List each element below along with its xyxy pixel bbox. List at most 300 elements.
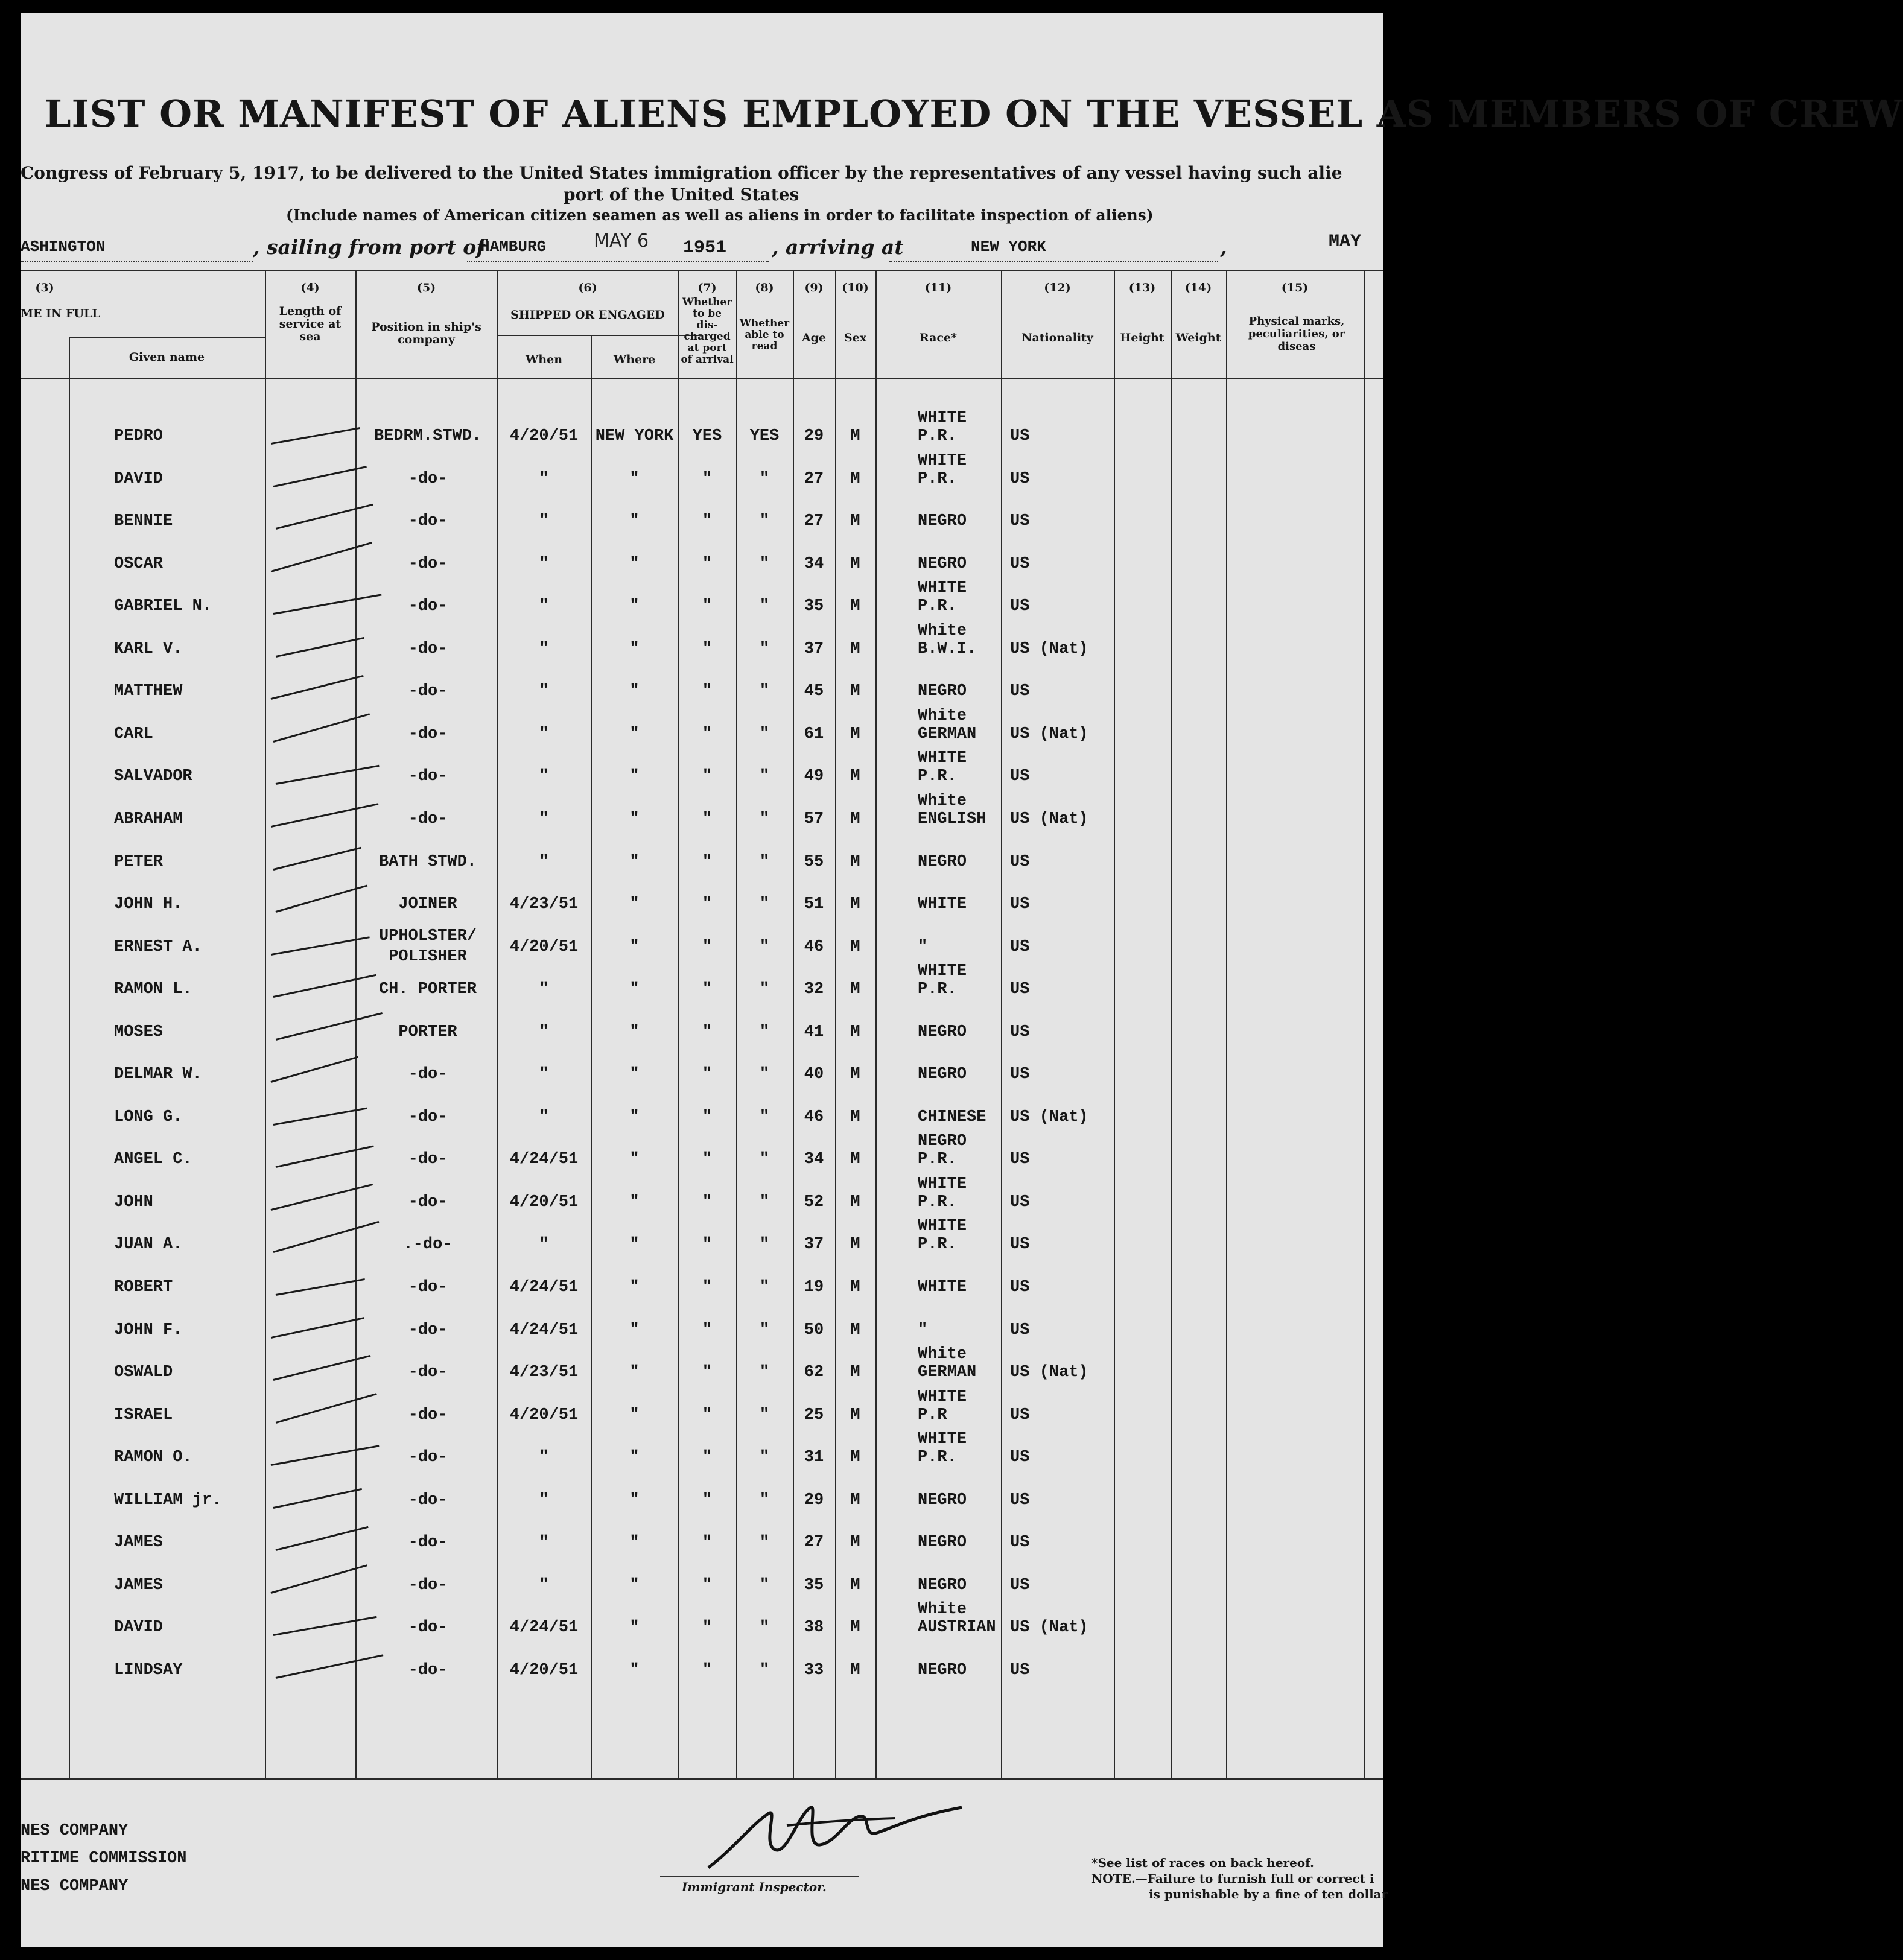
cell-name: OSCAR xyxy=(114,555,164,573)
header-able-read: Whether able to read xyxy=(739,317,790,352)
cell-age: 46 xyxy=(804,938,824,956)
cell-age: 27 xyxy=(804,512,824,530)
cell-sex: M xyxy=(850,1023,860,1041)
cell-sex: M xyxy=(850,555,860,573)
cell-nat: US xyxy=(1010,1491,1030,1509)
cell-where: " xyxy=(629,1406,640,1424)
cell-where: " xyxy=(629,682,640,700)
cell-when: " xyxy=(539,853,549,871)
checkmark-stroke xyxy=(273,1108,367,1126)
cell-where: " xyxy=(629,597,640,615)
cell-race-line1: WHITE xyxy=(918,1175,967,1193)
cell-sex: M xyxy=(850,597,860,615)
cell-age: 27 xyxy=(804,470,824,488)
departure-port: HAMBURG xyxy=(480,238,547,256)
cell-position: -do- xyxy=(408,682,448,700)
cell-race-line1: NEGRO xyxy=(918,1132,967,1150)
checkmark-stroke xyxy=(276,1278,365,1296)
manifest-sheet: LIST OR MANIFEST OF ALIENS EMPLOYED ON THE VESSEL AS MEMBERS OF CREW Congress of February 5, 1917, to be delivered to the United States immigration officer by the representatives of any vessel having such alie port of the United States (Include names of American citizen seamen as well as aliens in order to facilitate inspection of aliens) ASHINGTON , sailing from port of HAMBURG MAY 6 1951 , arriving at NEW YORK , MAY (3) (4) (5) (6) (7) (8) (9) (10) (11) (12) (13) (14) (15) ME IN FULL Given name Length of service at sea Position in ship's company SHIPPED OR ENGAGED When Where Whether to be dis-charged at port of arrival Whether able to read Age Sex Race* Nationality Height Weight Physical marks, peculiarities, or diseas PEDRO BEDRM.STWD. 4/20/51 NEW YORK YES YES 29 M US WHITE P.R. DAVID -do- " " " " 27 M US WHITE P.R. BENNIE -do- " " " " 27 M US NEGRO OSCAR -do- " " " " 34 M US NEGRO GABRIEL N. -do- " " " " 35 M US WHITE P.R. KARL V. -do- " " " " 37 M US (Nat) White B.W.I. MATTHEW -do- " " " " 45 M US NEGRO CARL -do- " " " " 61 M US (Nat) White GERMAN SALVADOR -do- " " " " 49 M US WHITE P.R. ABRAHAM -do- " " " " 57 M US (Nat) White ENGLISH PETER BATH STWD. " " " " 55 M US NEGRO JOHN H. JOINER 4/23/51 " " " 51 M US WHITE ERNEST A. UPHOLSTER/ 4/20/51 " " " 46 M US POLISHER " RAMON L. CH. PORTER " " " " 32 M US WHITE P.R. MOSES PORTER " " " " 41 M US NEGRO DELMAR W. -do- " " " " 40 M US NEGRO LONG G. -do- " " " " 46 M US (Nat) CHINESE ANGEL C. -do- 4/24/51 " " " 34 M US NEGRO P.R. JOHN -do- 4/20/51 " " " 52 M US WHITE P.R. JUAN A. .-do- " " " " 37 M US WHITE P.R. ROBERT -do- 4/24/51 " " " 19 M US WHITE JOHN F. -do- 4/24/51 " " " 50 M US " OSWALD -do- 4/23/51 " " " 62 M US (Nat) White GERMAN ISRAEL -do- 4/20/51 " " " 25 M US WHITE P.R RAMON O. -do- " " " " 31 M US WHITE P.R. WILLIAM jr. -do- " " " " 29 M US NEGRO JAMES -do- " " " " 27 M US NEGRO JAMES -do- " " " " 35 M US NEGRO DAVID -do- 4/24/51 " " " 38 M US (Nat) White AUSTRIAN LINDSAY -do- 4/20/51 " " " 33 M US NEGRO Immigrant Inspector. NES COMPANY RITIME COMMISSION NES COMPANY *See list of races on back hereof. NOTE.—Failure to furnish full or correct i is punishable by a fine of ten dollar xyxy=(21,13,1383,1947)
cell-read: YES xyxy=(749,427,780,445)
footnote-races: *See list of races on back hereof. xyxy=(1091,1856,1315,1870)
cell-disch: " xyxy=(702,1321,713,1339)
cell-where: " xyxy=(629,725,640,743)
cell-race-line2: ENGLISH xyxy=(918,810,986,828)
cell-when: " xyxy=(539,1576,549,1594)
cell-disch: " xyxy=(702,1108,713,1126)
cell-sex: M xyxy=(850,1406,860,1424)
cell-when: " xyxy=(539,1533,549,1552)
cell-nat: US xyxy=(1010,767,1030,785)
cell-sex: M xyxy=(850,470,860,488)
cell-where: " xyxy=(629,1150,640,1169)
inspector-label: Immigrant Inspector. xyxy=(682,1880,827,1894)
year: 1951 xyxy=(683,238,727,258)
cell-where: " xyxy=(629,1278,640,1296)
header-given-name: Given name xyxy=(129,350,205,364)
cell-when: " xyxy=(539,980,549,998)
cell-read: " xyxy=(759,682,770,700)
cell-nat: US xyxy=(1010,1235,1030,1254)
cell-read: " xyxy=(759,810,770,828)
manifest-title: LIST OR MANIFEST OF ALIENS EMPLOYED ON THE VESSEL AS MEMBERS OF CREW xyxy=(45,92,1903,136)
cell-name: BENNIE xyxy=(114,512,173,530)
cell-name: JOHN F. xyxy=(114,1321,183,1339)
cell-sex: M xyxy=(850,1321,860,1339)
cell-read: " xyxy=(759,1491,770,1509)
cell-race-line2: P.R. xyxy=(918,427,957,445)
cell-name: WILLIAM jr. xyxy=(114,1491,222,1509)
inspector-signature xyxy=(696,1789,974,1880)
cell-nat: US xyxy=(1010,682,1030,700)
checkmark-stroke xyxy=(273,1488,362,1509)
cell-when: " xyxy=(539,810,549,828)
cell-race-line2: WHITE xyxy=(918,895,967,913)
cell-race-line1: WHITE xyxy=(918,409,967,427)
cell-position: -do- xyxy=(408,1448,448,1467)
cell-race-line2: P.R xyxy=(918,1406,947,1424)
cell-name: LINDSAY xyxy=(114,1661,183,1679)
cell-position: -do- xyxy=(408,1065,448,1083)
cell-where: " xyxy=(629,1321,640,1339)
cell-sex: M xyxy=(850,1448,860,1467)
cell-race-line2: P.R. xyxy=(918,597,957,615)
cell-read: " xyxy=(759,1235,770,1254)
cell-nat: US xyxy=(1010,1023,1030,1041)
cell-nat: US (Nat) xyxy=(1010,1363,1088,1381)
cell-position: -do- xyxy=(408,725,448,743)
cell-age: 34 xyxy=(804,555,824,573)
cell-sex: M xyxy=(850,1108,860,1126)
cell-race-line1: WHITE xyxy=(918,452,967,470)
cell-when: " xyxy=(539,1065,549,1083)
cell-disch: " xyxy=(702,767,713,785)
cell-position: BATH STWD. xyxy=(378,853,477,871)
cell-read: " xyxy=(759,555,770,573)
cell-where: " xyxy=(629,1023,640,1041)
col-num-5: (5) xyxy=(416,281,436,294)
cell-disch: " xyxy=(702,1278,713,1296)
cell-race-line2: WHITE xyxy=(918,1278,967,1296)
cell-name: ABRAHAM xyxy=(114,810,183,828)
cell-where: " xyxy=(629,1619,640,1637)
cell-sex: M xyxy=(850,1533,860,1552)
shipped-subrule xyxy=(497,335,702,336)
cell-sex: M xyxy=(850,1150,860,1169)
cell-race-line2: P.R. xyxy=(918,1235,957,1254)
cell-disch: " xyxy=(702,1533,713,1552)
checkmark-stroke xyxy=(271,1184,373,1211)
cell-race-line1: WHITE xyxy=(918,1430,967,1448)
sailing-label: , sailing from port of xyxy=(253,235,485,259)
header-discharged: Whether to be dis-charged at port of arrival xyxy=(681,296,734,366)
cell-name: DAVID xyxy=(114,470,164,488)
cell-where: " xyxy=(629,1363,640,1381)
cell-race-line2: P.R. xyxy=(918,1448,957,1467)
header-physical-marks: Physical marks, peculiarities, or diseas xyxy=(1248,315,1345,353)
cell-age: 25 xyxy=(804,1406,824,1424)
cell-position: -do- xyxy=(408,1321,448,1339)
footnote-fine: is punishable by a fine of ten dollar xyxy=(1149,1887,1388,1901)
cell-name: RAMON O. xyxy=(114,1448,192,1467)
cell-name: JAMES xyxy=(114,1576,164,1594)
cell-sex: M xyxy=(850,1363,860,1381)
header-weight: Weight xyxy=(1175,331,1221,344)
cell-read: " xyxy=(759,1321,770,1339)
cell-read: " xyxy=(759,1406,770,1424)
table-bottom-rule xyxy=(21,1778,1383,1780)
name-subrule xyxy=(69,337,265,338)
cell-disch: " xyxy=(702,1150,713,1169)
cell-name: SALVADOR xyxy=(114,767,192,785)
cell-when: " xyxy=(539,1108,549,1126)
cell-disch: " xyxy=(702,1448,713,1467)
cell-race-line2: B.W.I. xyxy=(918,640,977,658)
cell-nat: US xyxy=(1010,427,1030,445)
cell-when: " xyxy=(539,597,549,615)
cell-nat: US (Nat) xyxy=(1010,725,1088,743)
cell-position: -do- xyxy=(408,640,448,658)
cell-name: ROBERT xyxy=(114,1278,173,1296)
cell-nat: US (Nat) xyxy=(1010,1108,1088,1126)
cell-where: " xyxy=(629,1448,640,1467)
cell-disch: " xyxy=(702,1065,713,1083)
cell-race-line2: P.R. xyxy=(918,767,957,785)
cell-read: " xyxy=(759,1278,770,1296)
cell-race-line2: GERMAN xyxy=(918,725,977,743)
cell-age: 62 xyxy=(804,1363,824,1381)
cell-where: " xyxy=(629,640,640,658)
cell-read: " xyxy=(759,938,770,956)
checkmark-stroke xyxy=(271,1317,364,1339)
cell-where: " xyxy=(629,1108,640,1126)
cell-sex: M xyxy=(850,1576,860,1594)
cell-age: 50 xyxy=(804,1321,824,1339)
checkmark-stroke xyxy=(273,847,361,871)
cell-race-line2: P.R. xyxy=(918,1150,957,1169)
cell-disch: " xyxy=(702,1023,713,1041)
cell-when: 4/24/51 xyxy=(509,1321,579,1339)
cell-sex: M xyxy=(850,725,860,743)
port-rule xyxy=(467,261,769,262)
cell-where: " xyxy=(629,938,640,956)
cell-where: " xyxy=(629,1235,640,1254)
cell-when: 4/23/51 xyxy=(509,895,579,913)
cell-race-line1: WHITE xyxy=(918,579,967,597)
cell-disch: " xyxy=(702,470,713,488)
cell-race-line2: AUSTRIAN xyxy=(918,1619,996,1637)
cell-when: " xyxy=(539,470,549,488)
cell-age: 31 xyxy=(804,1448,824,1467)
cell-age: 34 xyxy=(804,1150,824,1169)
cell-age: 49 xyxy=(804,767,824,785)
checkmark-stroke xyxy=(271,675,364,700)
col-num-4: (4) xyxy=(300,281,320,294)
cell-position: UPHOLSTER/ xyxy=(378,927,477,945)
checkmark-stroke xyxy=(273,466,367,487)
cell-disch: " xyxy=(702,682,713,700)
cell-race-line2: NEGRO xyxy=(918,512,967,530)
cell-read: " xyxy=(759,725,770,743)
date-stamp: MAY 6 xyxy=(594,230,649,252)
cell-age: 61 xyxy=(804,725,824,743)
header-position: Position in ship's company xyxy=(371,320,481,346)
cell-disch: " xyxy=(702,938,713,956)
cell-age: 55 xyxy=(804,853,824,871)
cell-race-line2: P.R. xyxy=(918,1193,957,1211)
cell-position: -do- xyxy=(408,1491,448,1509)
cell-position: -do- xyxy=(408,810,448,828)
cell-read: " xyxy=(759,767,770,785)
cell-position: -do- xyxy=(408,1278,448,1296)
cell-race-line2: NEGRO xyxy=(918,1023,967,1041)
col-num-15: (15) xyxy=(1281,281,1309,294)
footer-line2: RITIME COMMISSION xyxy=(21,1850,187,1868)
cell-when: " xyxy=(539,512,549,530)
cell-disch: " xyxy=(702,555,713,573)
cell-race-line1: WHITE xyxy=(918,1388,967,1406)
cell-position: -do- xyxy=(408,767,448,785)
header-bottom-rule xyxy=(21,378,1383,379)
cell-race-line1: White xyxy=(918,622,967,640)
col-num-9: (9) xyxy=(804,281,824,294)
cell-disch: " xyxy=(702,980,713,998)
checkmark-stroke xyxy=(276,885,368,913)
cell-sex: M xyxy=(850,640,860,658)
cell-disch: " xyxy=(702,1619,713,1637)
subtitle-line2: port of the United States xyxy=(564,185,799,205)
cell-age: 38 xyxy=(804,1619,824,1637)
cell-disch: " xyxy=(702,1193,713,1211)
cell-where: NEW YORK xyxy=(595,427,674,445)
cell-sex: M xyxy=(850,1278,860,1296)
cell-position: JOINER xyxy=(398,895,457,913)
cell-nat: US xyxy=(1010,1533,1030,1552)
cell-race-line2: GERMAN xyxy=(918,1363,977,1381)
cell-name: JOHN xyxy=(114,1193,153,1211)
cell-when: 4/20/51 xyxy=(509,1661,579,1679)
cell-age: 46 xyxy=(804,1108,824,1126)
cell-disch: " xyxy=(702,1491,713,1509)
arriving-label: , arriving at xyxy=(772,235,904,259)
cell-position: -do- xyxy=(408,1619,448,1637)
col-num-10: (10) xyxy=(842,281,869,294)
cell-read: " xyxy=(759,1023,770,1041)
cell-position: .-do- xyxy=(403,1235,453,1254)
col-num-8: (8) xyxy=(755,281,774,294)
cell-nat: US xyxy=(1010,1661,1030,1679)
cell-name: JUAN A. xyxy=(114,1235,183,1254)
cell-disch: " xyxy=(702,895,713,913)
cell-position: -do- xyxy=(408,1363,448,1381)
cell-sex: M xyxy=(850,980,860,998)
cell-when: " xyxy=(539,682,549,700)
cell-nat: US xyxy=(1010,980,1030,998)
cell-read: " xyxy=(759,640,770,658)
cell-nat: US xyxy=(1010,1576,1030,1594)
cell-name: PETER xyxy=(114,853,164,871)
cell-name: DAVID xyxy=(114,1619,164,1637)
checkmark-stroke xyxy=(276,1526,369,1551)
vessel-rule xyxy=(21,261,253,262)
cell-read: " xyxy=(759,1619,770,1637)
checkmark-stroke xyxy=(271,1564,367,1594)
vessel-name: ASHINGTON xyxy=(21,238,106,256)
footer-line3: NES COMPANY xyxy=(21,1877,129,1895)
cell-race-line2: NEGRO xyxy=(918,1491,967,1509)
cell-age: 19 xyxy=(804,1278,824,1296)
cell-age: 57 xyxy=(804,810,824,828)
cell-position: -do- xyxy=(408,1193,448,1211)
cell-name: ANGEL C. xyxy=(114,1150,192,1169)
cell-sex: M xyxy=(850,1661,860,1679)
cell-disch: " xyxy=(702,853,713,871)
col-num-14: (14) xyxy=(1184,281,1212,294)
cell-nat: US (Nat) xyxy=(1010,810,1088,828)
cell-where: " xyxy=(629,1661,640,1679)
checkmark-stroke xyxy=(271,1056,358,1083)
cell-name: OSWALD xyxy=(114,1363,173,1381)
cell-read: " xyxy=(759,895,770,913)
cell-age: 35 xyxy=(804,1576,824,1594)
cell-name: CARL xyxy=(114,725,153,743)
cell-where: " xyxy=(629,810,640,828)
cell-race-line1: WHITE xyxy=(918,1217,967,1235)
cell-when: 4/20/51 xyxy=(509,427,579,445)
cell-age: 51 xyxy=(804,895,824,913)
cell-where: " xyxy=(629,1065,640,1083)
cell-sex: M xyxy=(850,427,860,445)
cell-when: " xyxy=(539,1023,549,1041)
cell-name: LONG G. xyxy=(114,1108,183,1126)
cell-sex: M xyxy=(850,1065,860,1083)
cell-race-line1: WHITE xyxy=(918,749,967,767)
cell-position: -do- xyxy=(408,470,448,488)
checkmark-stroke xyxy=(271,542,372,572)
cell-race-line1: White xyxy=(918,1600,967,1619)
cell-nat: US xyxy=(1010,895,1030,913)
table-top-rule xyxy=(21,270,1383,271)
arrival-rule xyxy=(889,261,1218,262)
cell-disch: " xyxy=(702,1363,713,1381)
cell-name: PEDRO xyxy=(114,427,164,445)
cell-race-line2: P.R. xyxy=(918,980,957,998)
cell-sex: M xyxy=(850,853,860,871)
cell-disch: " xyxy=(702,1661,713,1679)
cell-race-line2: " xyxy=(918,938,928,956)
cell-name: MATTHEW xyxy=(114,682,183,700)
header-name-in-full: ME IN FULL xyxy=(21,307,100,320)
checkmark-stroke xyxy=(276,637,364,658)
cell-disch: YES xyxy=(692,427,722,445)
cell-age: 41 xyxy=(804,1023,824,1041)
cell-read: " xyxy=(759,1193,770,1211)
cell-age: 45 xyxy=(804,682,824,700)
cell-race-line2: P.R. xyxy=(918,470,957,488)
cell-position: -do- xyxy=(408,1150,448,1169)
cell-position: BEDRM.STWD. xyxy=(373,427,482,445)
cell-read: " xyxy=(759,1065,770,1083)
header-height: Height xyxy=(1120,331,1164,344)
header-when: When xyxy=(525,353,563,366)
cell-position: -do- xyxy=(408,597,448,615)
cell-race-line2: NEGRO xyxy=(918,853,967,871)
cell-when: 4/20/51 xyxy=(509,938,579,956)
cell-when: " xyxy=(539,555,549,573)
cell-disch: " xyxy=(702,597,713,615)
cell-name: JOHN H. xyxy=(114,895,183,913)
cell-when: " xyxy=(539,1235,549,1254)
subtitle-line1: Congress of February 5, 1917, to be delivered to the United States immigration officer by the representatives of any vessel having such alie xyxy=(21,163,1342,183)
cell-name: ISRAEL xyxy=(114,1406,173,1424)
cell-disch: " xyxy=(702,1406,713,1424)
cell-position: PORTER xyxy=(398,1023,457,1041)
cell-disch: " xyxy=(702,640,713,658)
cell-nat: US xyxy=(1010,597,1030,615)
cell-when: 4/24/51 xyxy=(509,1278,579,1296)
col-num-6: (6) xyxy=(578,281,597,294)
cell-nat: US xyxy=(1010,1321,1030,1339)
cell-sex: M xyxy=(850,895,860,913)
cell-race-line2: NEGRO xyxy=(918,1065,967,1083)
header-nationality: Nationality xyxy=(1021,331,1093,344)
cell-position: -do- xyxy=(408,512,448,530)
cell-nat: US xyxy=(1010,1406,1030,1424)
cell-name: KARL V. xyxy=(114,640,183,658)
cell-read: " xyxy=(759,1661,770,1679)
cell-age: 35 xyxy=(804,597,824,615)
cell-sex: M xyxy=(850,767,860,785)
cell-when: " xyxy=(539,767,549,785)
cell-race-line2: NEGRO xyxy=(918,555,967,573)
cell-where: " xyxy=(629,470,640,488)
arrival-port: NEW YORK xyxy=(971,238,1046,256)
cell-nat: US xyxy=(1010,470,1030,488)
cell-sex: M xyxy=(850,1193,860,1211)
cell-nat: US xyxy=(1010,512,1030,530)
cell-nat: US xyxy=(1010,555,1030,573)
cell-nat: US xyxy=(1010,1448,1030,1467)
cell-age: 27 xyxy=(804,1533,824,1552)
right-date-stamp: MAY xyxy=(1329,232,1362,252)
cell-read: " xyxy=(759,1150,770,1169)
footnote-failure: NOTE.—Failure to furnish full or correct i xyxy=(1091,1871,1374,1886)
cell-where: " xyxy=(629,767,640,785)
cell-nat: US xyxy=(1010,853,1030,871)
cell-sex: M xyxy=(850,1235,860,1254)
cell-read: " xyxy=(759,1108,770,1126)
cell-race-line2: NEGRO xyxy=(918,682,967,700)
cell-read: " xyxy=(759,512,770,530)
